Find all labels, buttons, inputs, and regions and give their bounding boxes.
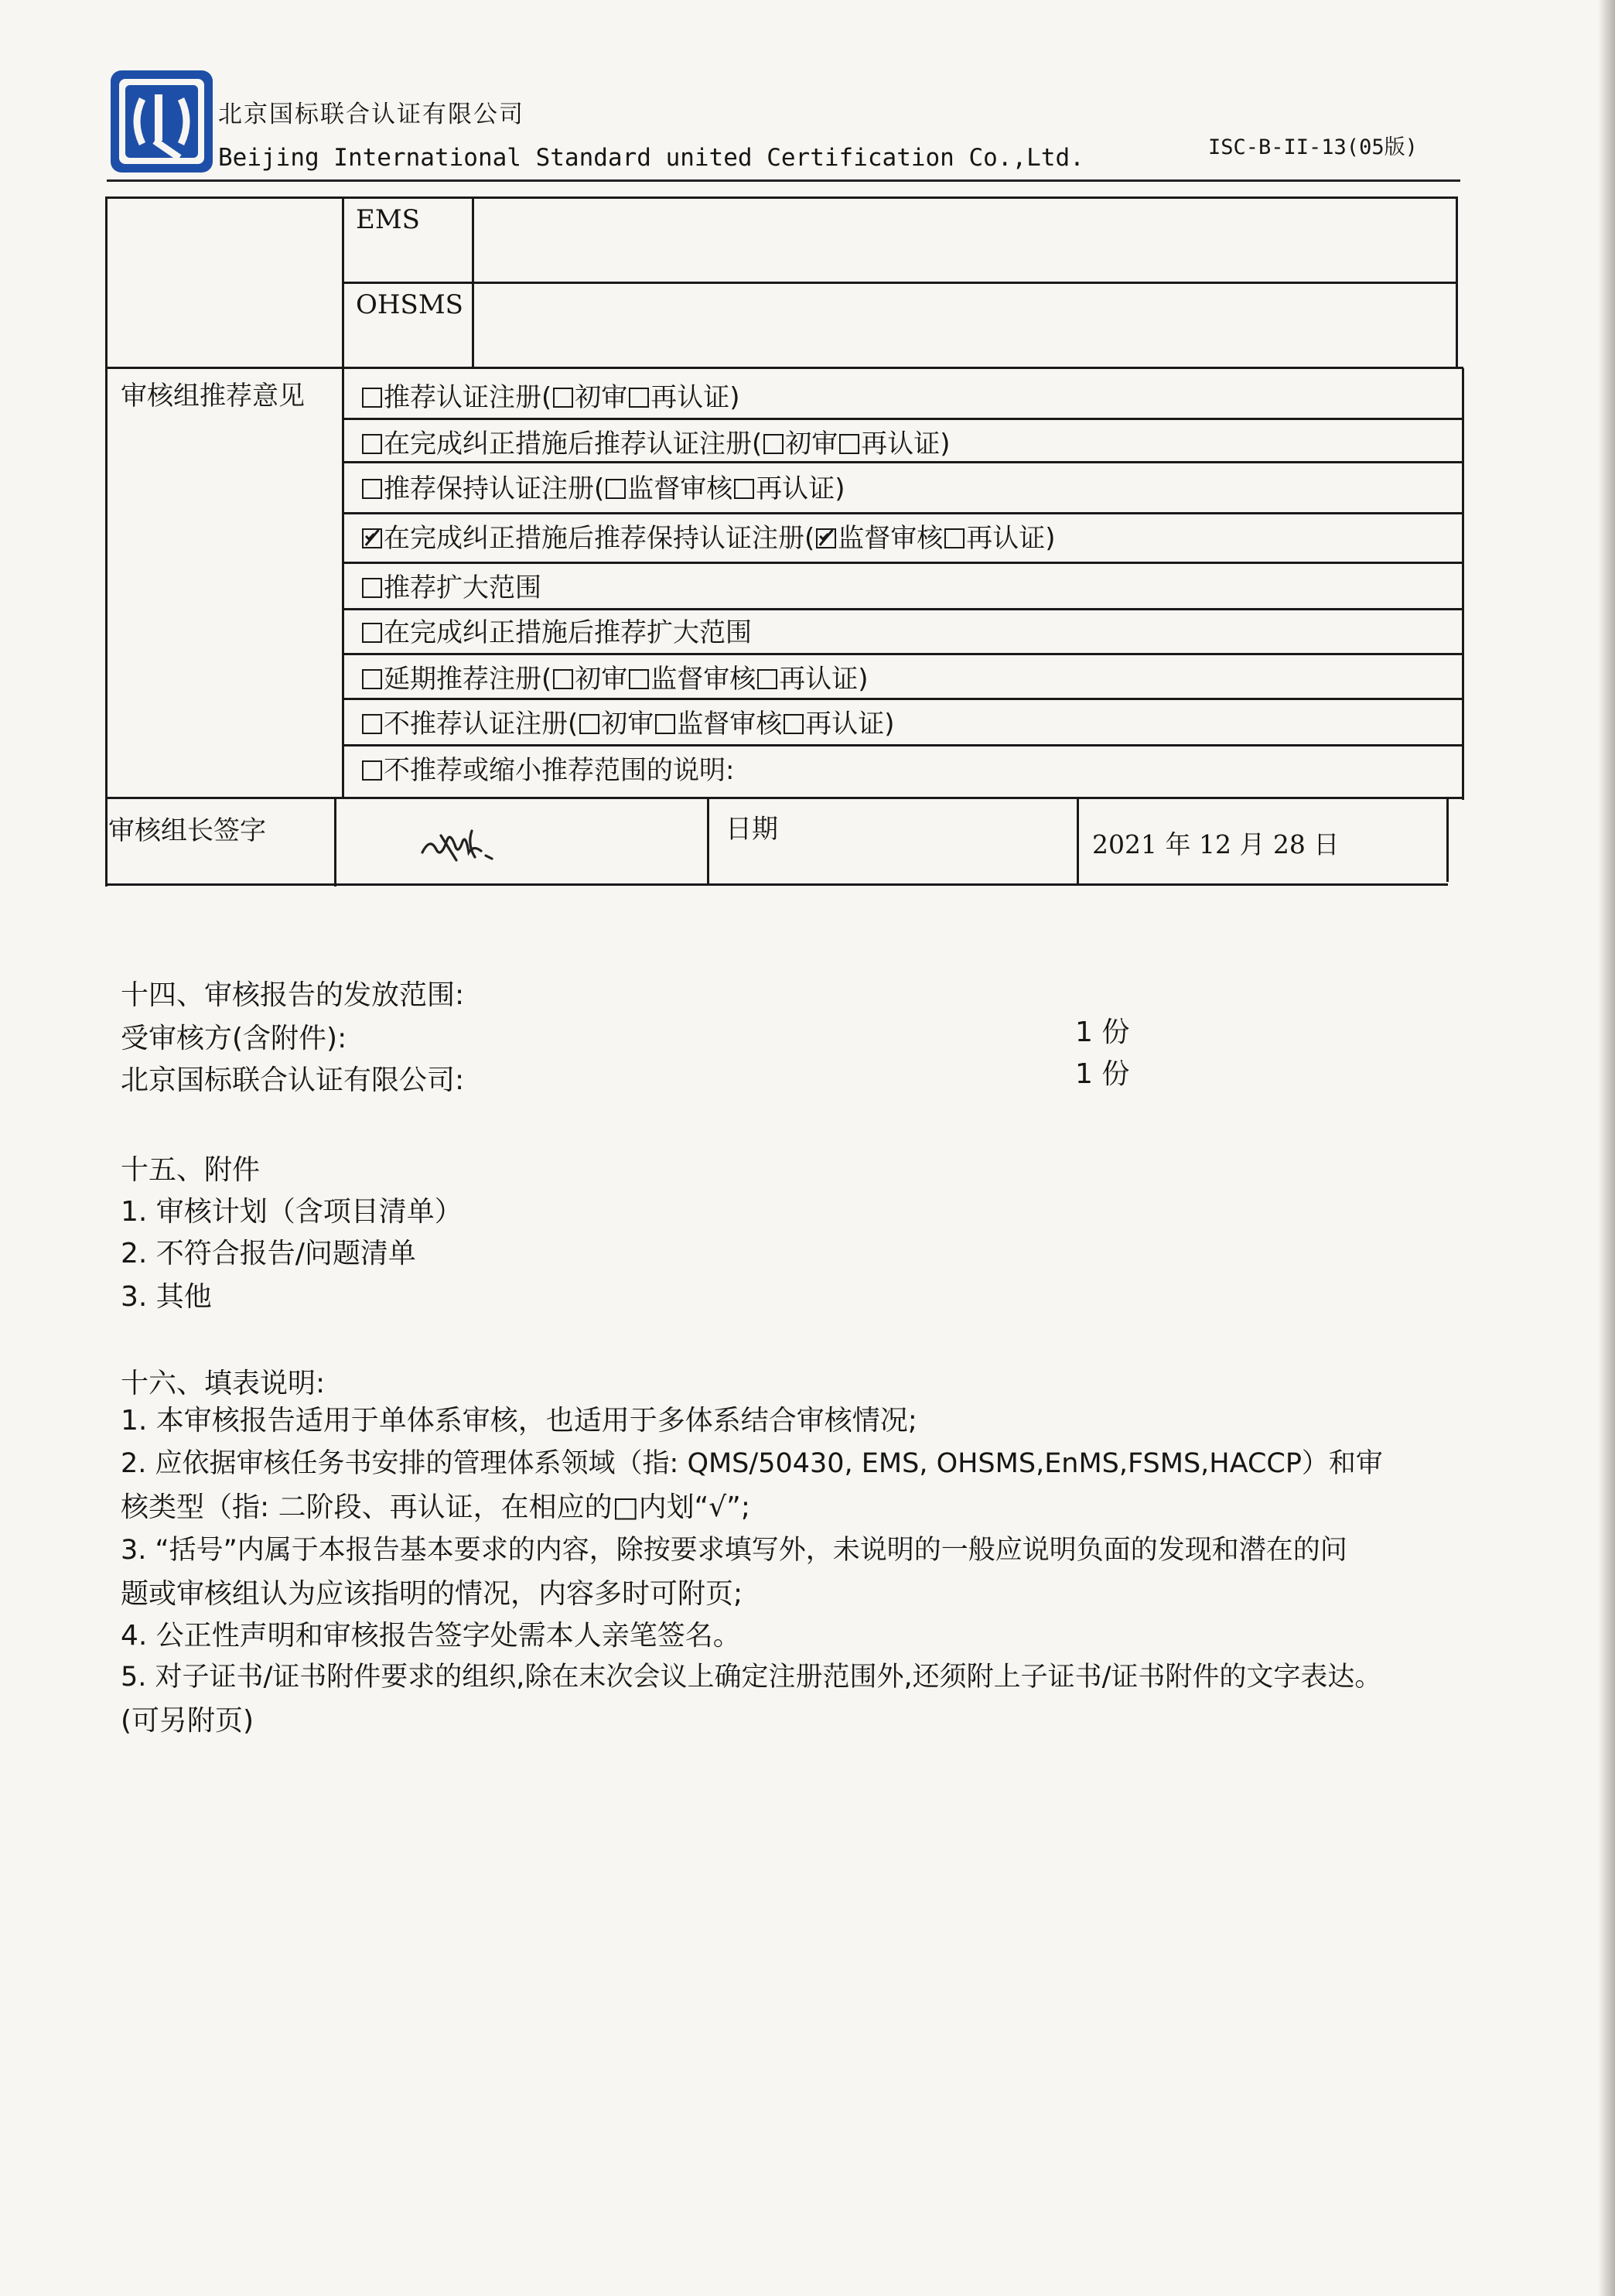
attachment-item: 2. 不符合报告/问题清单 xyxy=(121,1238,416,1269)
option-text: 不推荐或缩小推荐范围的说明: xyxy=(384,755,735,786)
checkbox-icon[interactable] xyxy=(757,669,777,689)
option-text: 在完成纠正措施后推荐认证注册( xyxy=(384,429,763,460)
instruction-line: 核类型（指: 二阶段、再认证，在相应的□内划“√”; xyxy=(121,1491,750,1523)
instruction-line: 5. 对子证书/证书附件要求的组织,除在末次会议上确定注册范围外,还须附上子证书/证书附件的文字表达。 xyxy=(121,1662,1382,1693)
recommendation-option[interactable] xyxy=(360,658,869,695)
option-text: 在完成纠正措施后推荐扩大范围 xyxy=(384,617,752,648)
checkbox-icon[interactable] xyxy=(763,434,784,454)
system-ems: EMS xyxy=(356,204,420,235)
checkbox-icon[interactable] xyxy=(629,669,649,689)
option-text: 监督审核 xyxy=(650,664,756,695)
leader-sign-label: 审核组长签字 xyxy=(108,815,266,846)
recommendation-option[interactable] xyxy=(360,517,1056,555)
option-text: 不推荐认证注册( xyxy=(384,709,579,740)
section14-title: 十四、审核报告的发放范围: xyxy=(121,979,465,1011)
option-text: 初审 xyxy=(601,709,654,740)
checkbox-icon[interactable] xyxy=(362,479,382,499)
date-label: 日期 xyxy=(726,814,778,845)
checkbox-icon[interactable] xyxy=(362,623,382,643)
checked-checkbox-icon[interactable] xyxy=(816,528,836,548)
option-text: 监督审核 xyxy=(627,473,733,504)
checkbox-icon[interactable] xyxy=(734,479,754,499)
recommendation-option[interactable] xyxy=(360,611,752,649)
instruction-line: 2. 应依据审核任务书安排的管理体系领域（指: QMS/50430, EMS, OHSMS,EnMS,FSMS,HACCP）和审 xyxy=(121,1448,1383,1479)
distribution-row-value: 1 份 xyxy=(1075,1016,1130,1048)
header-rule xyxy=(107,179,1460,182)
checkbox-icon[interactable] xyxy=(362,669,382,689)
option-text: 再认证) xyxy=(805,709,895,740)
checked-checkbox-icon[interactable] xyxy=(362,528,382,548)
option-text: 监督审核 xyxy=(838,523,944,554)
date-value: 2021 年 12 月 28 日 xyxy=(1092,829,1340,859)
checkbox-icon[interactable] xyxy=(629,388,649,408)
option-text: 再认证) xyxy=(861,429,951,460)
option-text: 监督审核 xyxy=(677,709,783,740)
distribution-row-label: 受审核方(含附件): xyxy=(121,1023,347,1054)
checkbox-icon[interactable] xyxy=(579,714,599,734)
option-text: 推荐保持认证注册( xyxy=(384,473,605,504)
distribution-row-value: 1 份 xyxy=(1075,1058,1130,1090)
system-ohsms: OHSMS xyxy=(356,289,463,320)
option-text: 再认证) xyxy=(756,473,845,504)
instruction-line: 3. “括号”内属于本报告基本要求的内容，除按要求填写外，未说明的一般应说明负面的发现和潜在的问 xyxy=(121,1535,1347,1566)
checkbox-icon[interactable] xyxy=(362,714,382,734)
page-edge-shadow xyxy=(1598,0,1615,2296)
checkbox-icon[interactable] xyxy=(362,578,382,598)
recommendation-label: 审核组推荐意见 xyxy=(121,381,305,412)
recommendation-option[interactable] xyxy=(360,702,895,740)
checkbox-icon[interactable] xyxy=(362,434,382,454)
option-text: 初审 xyxy=(575,382,628,413)
option-text: 再认证) xyxy=(650,382,740,413)
checkbox-icon[interactable] xyxy=(839,434,859,454)
instruction-line: 题或审核组认为应该指明的情况，内容多时可附页; xyxy=(121,1578,743,1610)
company-name-cn: 北京国标联合认证有限公司 xyxy=(218,101,524,128)
recommendation-option[interactable] xyxy=(360,422,951,460)
recommendation-option[interactable] xyxy=(360,467,845,505)
option-text: 再认证) xyxy=(966,523,1056,554)
option-text: 初审 xyxy=(575,664,628,695)
handwritten-signature xyxy=(418,822,510,865)
section15-title: 十五、附件 xyxy=(121,1154,261,1186)
option-text: 再认证) xyxy=(779,664,869,695)
instruction-line: 1. 本审核报告适用于单体系审核，也适用于多体系结合审核情况; xyxy=(121,1405,917,1437)
attachment-item: 1. 审核计划（含项目清单） xyxy=(121,1196,463,1228)
option-text: 初审 xyxy=(785,429,838,460)
checkbox-icon[interactable] xyxy=(655,714,675,734)
attachment-item: 3. 其他 xyxy=(121,1281,212,1313)
company-name-en: Beijing International Standard united Certification Co.,Ltd. xyxy=(218,144,1084,172)
recommendation-option[interactable] xyxy=(360,749,734,787)
checkbox-icon[interactable] xyxy=(553,388,573,408)
option-text: 推荐扩大范围 xyxy=(384,572,541,603)
checkbox-icon[interactable] xyxy=(362,760,382,781)
recommendation-option[interactable] xyxy=(360,566,541,604)
checkbox-icon[interactable] xyxy=(784,714,804,734)
isc-logo-icon xyxy=(108,68,215,175)
option-text: 延期推荐注册( xyxy=(384,664,552,695)
instruction-line: (可另附页) xyxy=(121,1705,254,1737)
instruction-line: 4. 公正性声明和审核报告签字处需本人亲笔签名。 xyxy=(121,1620,741,1652)
section16-title: 十六、填表说明: xyxy=(121,1368,326,1399)
distribution-row-label: 北京国标联合认证有限公司: xyxy=(121,1064,465,1096)
recommendation-option[interactable] xyxy=(360,376,740,414)
form-code: ISC-B-II-13(05版) xyxy=(1208,135,1418,159)
option-text: 在完成纠正措施后推荐保持认证注册( xyxy=(384,523,815,554)
option-text: 推荐认证注册( xyxy=(384,382,552,413)
checkbox-icon[interactable] xyxy=(944,528,965,548)
checkbox-icon[interactable] xyxy=(553,669,573,689)
checkbox-icon[interactable] xyxy=(606,479,626,499)
checkbox-icon[interactable] xyxy=(362,388,382,408)
